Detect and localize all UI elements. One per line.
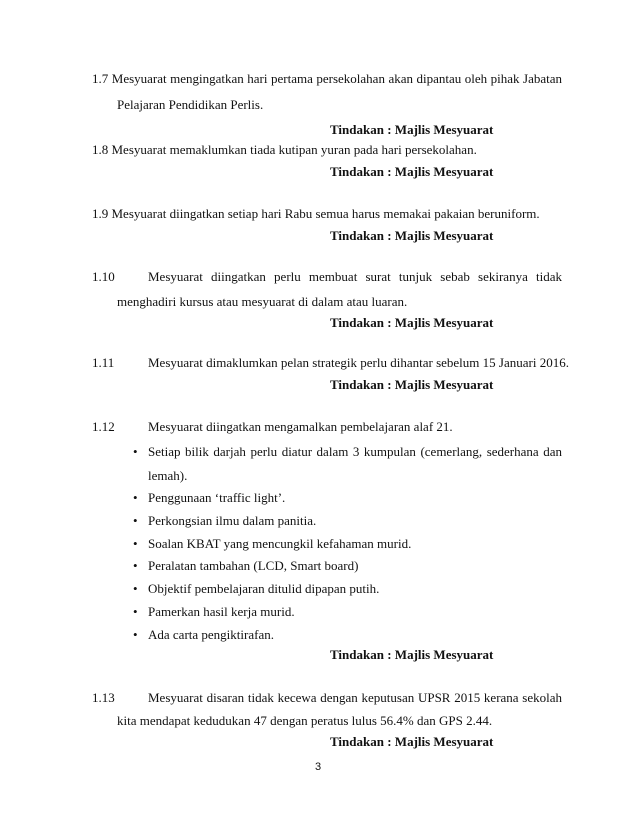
item-1-11-line1: Mesyuarat dimaklumkan pelan strategik perlu dihantar sebelum 15 Januari 2016.	[148, 355, 569, 370]
item-1-7-line2: Pelajaran Pendidikan Perlis.	[117, 97, 264, 112]
bullet-icon: •	[133, 536, 138, 551]
item-1-13-line2: kita mendapat kedudukan 47 dengan peratus lulus 56.4% dan GPS 2.44.	[117, 713, 493, 728]
item-1-13-line1: Mesyuarat disaran tidak kecewa dengan keputusan UPSR 2015 kerana sekolah	[148, 690, 562, 705]
item-1-8-action: Tindakan : Majlis Mesyuarat	[330, 164, 494, 179]
bullet-icon: •	[133, 490, 138, 505]
item-1-8-line1	[92, 142, 477, 157]
bullet-icon: •	[133, 604, 138, 619]
item-text: Mesyuarat memaklumkan tiada kutipan yuran pada hari persekolahan.	[111, 142, 477, 157]
item-1-7-action: Tindakan : Majlis Mesyuarat	[330, 122, 494, 137]
bullet-icon: •	[133, 558, 138, 573]
item-text: Mesyuarat diingatkan setiap hari Rabu semua harus memakai pakaian beruniform.	[111, 206, 540, 221]
list-item: Soalan KBAT yang mencungkil kefahaman murid.	[148, 536, 412, 551]
item-1-10-line2: menghadiri kursus atau mesyuarat di dalam atau luaran.	[117, 294, 408, 309]
item-number: 1.8	[92, 142, 109, 157]
bullet-icon: •	[133, 513, 138, 528]
list-item-continuation: lemah).	[148, 468, 188, 483]
list-item: Peralatan tambahan (LCD, Smart board)	[148, 558, 359, 573]
item-1-13-number: 1.13	[92, 690, 115, 705]
item-1-10-action: Tindakan : Majlis Mesyuarat	[330, 315, 494, 330]
item-1-9-action: Tindakan : Majlis Mesyuarat	[330, 228, 494, 243]
page-number: 3	[315, 761, 322, 773]
item-1-10-number: 1.10	[92, 269, 115, 284]
list-item: Penggunaan ‘traffic light’.	[148, 490, 286, 505]
bullet-icon: •	[133, 627, 138, 642]
item-1-9-line1	[92, 206, 540, 221]
item-number: 1.7	[92, 71, 109, 86]
item-text: Mesyuarat mengingatkan hari pertama persekolahan akan dipantau oleh pihak Jabatan	[111, 71, 563, 86]
item-1-12-line1: Mesyuarat diingatkan mengamalkan pembelajaran alaf 21.	[148, 419, 453, 434]
item-1-12-action: Tindakan : Majlis Mesyuarat	[330, 647, 494, 662]
list-item: Perkongsian ilmu dalam panitia.	[148, 513, 317, 528]
item-1-10-line1: Mesyuarat diingatkan perlu membuat surat tunjuk sebab sekiranya tidak	[148, 269, 562, 284]
bullet-icon: •	[133, 444, 138, 459]
bullet-icon: •	[133, 581, 138, 596]
item-1-13-action: Tindakan : Majlis Mesyuarat	[330, 734, 494, 749]
list-item: Setiap bilik darjah perlu diatur dalam 3 kumpulan (cemerlang, sederhana dan	[148, 444, 562, 459]
item-number: 1.9	[92, 206, 109, 221]
item-1-12-number: 1.12	[92, 419, 115, 434]
list-item: Objektif pembelajaran ditulid dipapan putih.	[148, 581, 380, 596]
item-1-11-action: Tindakan : Majlis Mesyuarat	[330, 377, 494, 392]
item-1-11-number: 1.11	[92, 355, 115, 370]
list-item: Pamerkan hasil kerja murid.	[148, 604, 295, 619]
list-item: Ada carta pengiktirafan.	[148, 627, 274, 642]
item-1-7-line1	[92, 71, 562, 86]
